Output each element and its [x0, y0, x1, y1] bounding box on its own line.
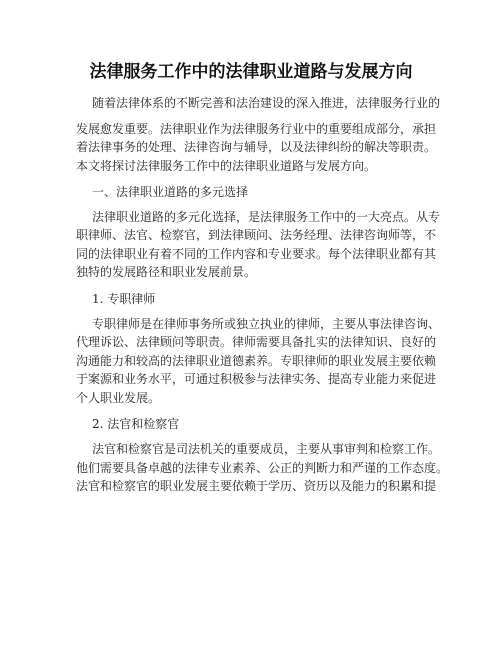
section-heading: 一、法律职业道路的多元选择 — [92, 185, 249, 199]
item-heading-judge: 2. 法官和检察官 — [92, 417, 180, 431]
section-para-line-1: 法律职业道路的多元化选择，是法律服务工作中的一大亮点。从专 — [92, 210, 441, 224]
item1-para-line-5: 个人职业发展。 — [76, 391, 161, 405]
item2-para-line-1: 法官和检察官是司法机关的重要成员，主要从事审判和检察工作。 — [92, 442, 441, 456]
section-para-line-2: 职律师、法官、检察官，到法律顾问、法务经理、法律咨询师等，不 — [76, 228, 437, 242]
intro-line-1: 随着法律体系的不断完善和法治建设的深入推进，法律服务行业的 — [92, 96, 441, 110]
item1-para-line-1: 专职律师是在律师事务所或独立执业的律师，主要从事法律咨询、 — [92, 317, 441, 331]
item1-para-line-3: 沟通能力和较高的法律职业道德素养。专职律师的职业发展主要依赖 — [76, 354, 437, 368]
item1-para-line-2: 代理诉讼、法律顾问等职责。律师需要具备扎实的法律知识、良好的 — [76, 335, 437, 349]
intro-line-2: 发展愈发重要。法律职业作为法律服务行业中的重要组成部分，承担 — [76, 122, 437, 136]
section-para-line-3: 同的法律职业有着不同的工作内容和专业要求。每个法律职业都有其 — [76, 247, 437, 261]
document-title: 法律服务工作中的法律职业道路与发展方向 — [89, 62, 413, 82]
item-heading-lawyer: 1. 专职律师 — [92, 292, 156, 306]
item2-para-line-2: 他们需要具备卓越的法律专业素养、公正的判断力和严谨的工作态度。 — [76, 461, 449, 475]
section-para-line-4: 独特的发展路径和职业发展前景。 — [76, 265, 257, 279]
intro-line-3: 着法律事务的处理、法律咨询与辅导，以及法律纠纷的解决等职责。 — [76, 140, 437, 154]
item1-para-line-4: 于案源和业务水平，可通过积极参与法律实务、提高专业能力来促进 — [76, 372, 437, 386]
item2-para-line-3: 法官和检察官的职业发展主要依赖于学历、资历以及能力的积累和提 — [76, 479, 437, 493]
intro-line-4: 本文将探讨法律服务工作中的法律职业道路与发展方向。 — [76, 159, 377, 173]
